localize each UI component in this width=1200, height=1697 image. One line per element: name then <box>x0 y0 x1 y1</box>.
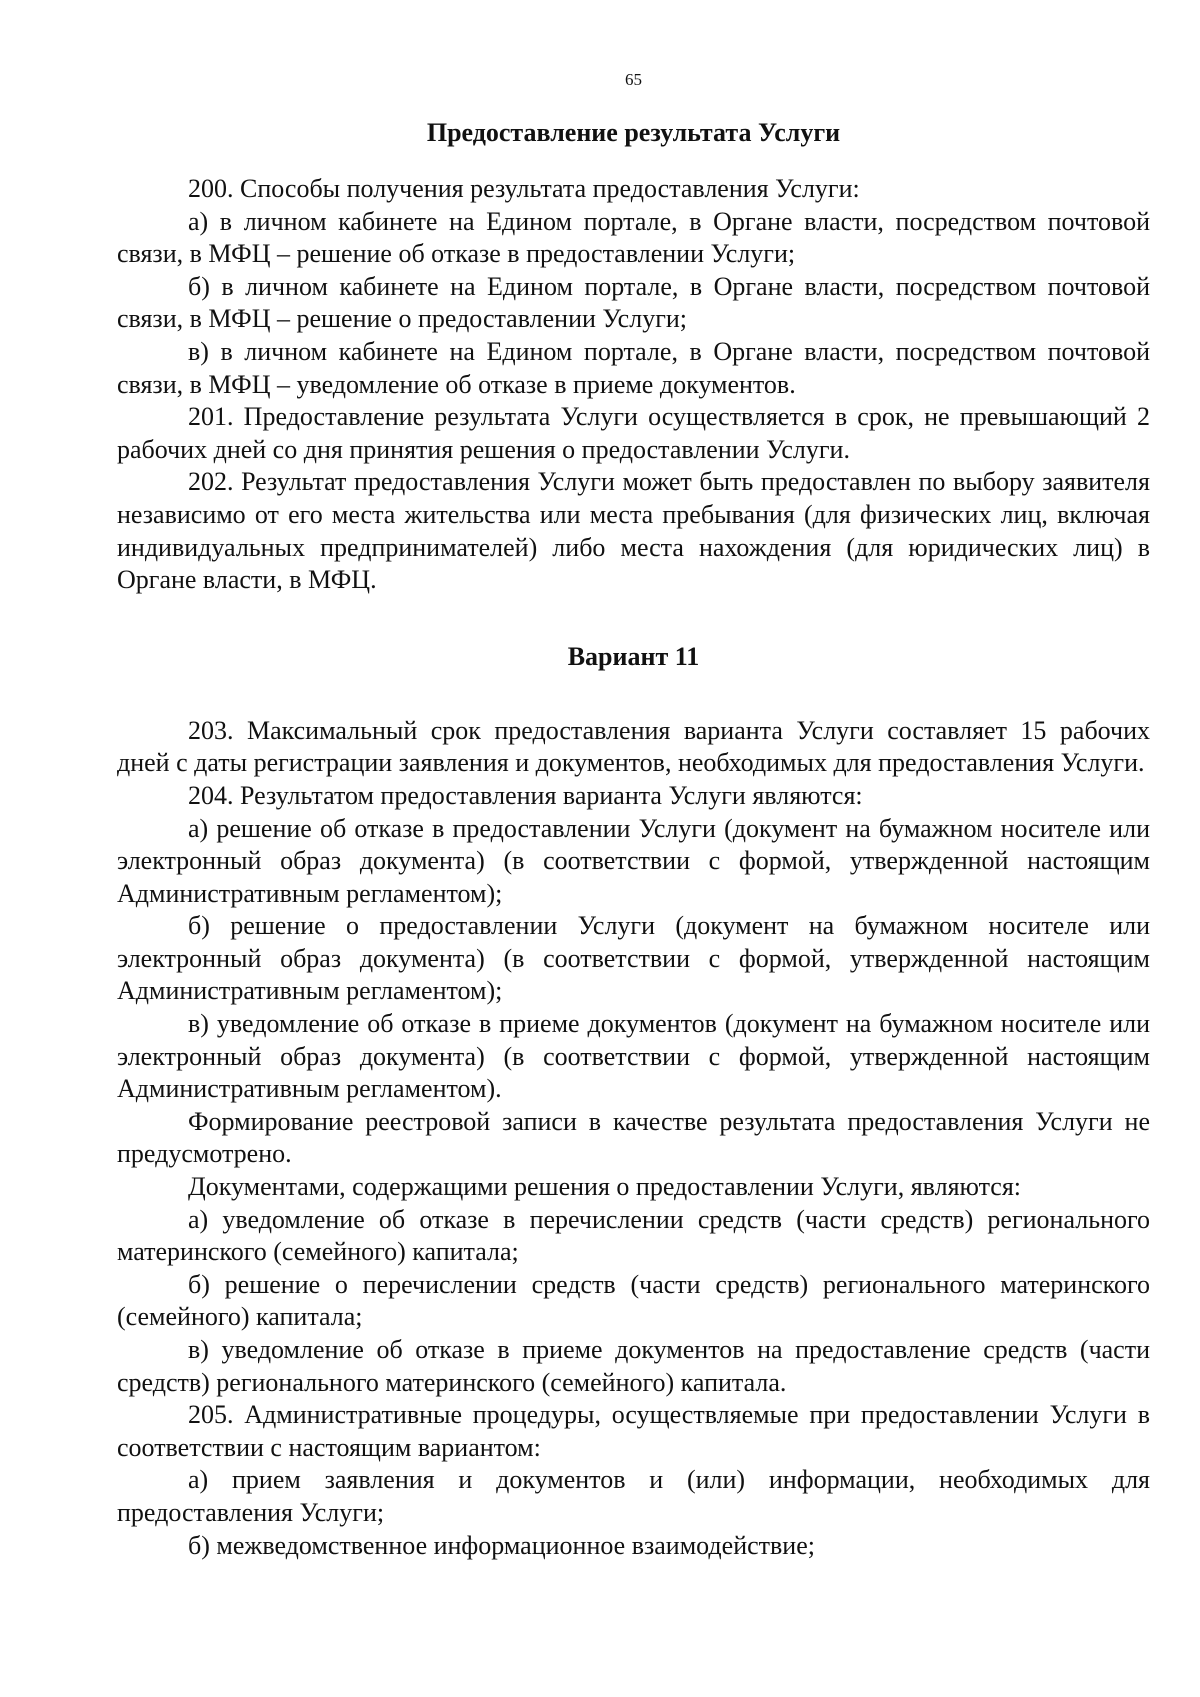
paragraph-204: 204. Результатом предоставления варианта Услуги являются: <box>188 780 863 810</box>
paragraph-203: 203. Максимальный срок предоставления варианта Услуги составляет 15 рабочих дней с даты регистрации заявления и документов, необходимых для предоставления Услуги. <box>117 715 1150 778</box>
page-number: 65 <box>625 70 642 89</box>
paragraph-decision-b: б) решение о перечислении средств (части средств) регионального материнского (семейного) капитала; <box>117 1269 1150 1332</box>
paragraph-205-a: а) прием заявления и документов и (или) информации, необходимых для предоставления Услуги; <box>117 1465 1150 1527</box>
paragraph-205: 205. Административные процедуры, осуществляемые при предоставлении Услуги в соответствии с настоящим вариантом: <box>117 1400 1150 1462</box>
paragraph-204-v: в) уведомление об отказе в приеме документов (документ на бумажном носителе или электронный образ документа) (в соответствии с формой, утвержденной настоящим Административным регламентом). <box>117 1009 1150 1104</box>
paragraph-registry-note: Формирование реестровой записи в качестве результата предоставления Услуги не предусмотрено. <box>117 1106 1150 1169</box>
paragraph-205-b: б) межведомственное информационное взаимодействие; <box>188 1530 815 1560</box>
paragraph-200-b: б) в личном кабинете на Едином портале, в Органе власти, посредством почтовой связи, в МФЦ – решение о предоставлении Услуги; <box>117 271 1150 334</box>
section-heading-result: Предоставление результата Услуги <box>426 118 841 147</box>
paragraph-decision-v: в) уведомление об отказе в приеме документов на предоставление средств (части средств) регионального материнского (семейного) капитала. <box>117 1335 1150 1397</box>
paragraph-200: 200. Способы получения результата предоставления Услуги: <box>188 174 860 203</box>
paragraph-decision-a: а) уведомление об отказе в перечислении средств (части средств) регионального материнского (семейного) капитала; <box>117 1204 1150 1267</box>
paragraph-200-a: а) в личном кабинете на Едином портале, в Органе власти, посредством почтовой связи, в МФЦ – решение об отказе в предоставлении Услуги; <box>117 206 1150 269</box>
paragraph-200-v: в) в личном кабинете на Едином портале, в Органе власти, посредством почтовой связи, в МФЦ – уведомление об отказе в приеме документов. <box>117 336 1150 399</box>
paragraph-204-a: а) решение об отказе в предоставлении Услуги (документ на бумажном носителе или электронный образ документа) (в соответствии с формой, утвержденной настоящим Административным регламентом); <box>117 813 1150 908</box>
paragraph-201: 201. Предоставление результата Услуги осуществляется в срок, не превышающий 2 рабочих дней со дня принятия решения о предоставлении Услуги. <box>117 402 1150 464</box>
section-heading-variant: Вариант 11 <box>567 641 700 671</box>
paragraph-204-b: б) решение о предоставлении Услуги (документ на бумажном носителе или электронный образ документа) (в соответствии с формой, утвержденной настоящим Административным регламентом); <box>117 911 1150 1006</box>
paragraph-decision-documents: Документами, содержащими решения о предоставлении Услуги, являются: <box>188 1172 1022 1202</box>
paragraph-202: 202. Результат предоставления Услуги может быть предоставлен по выбору заявителя независимо от его места жительства или места пребывания (для физических лиц, включая индивидуальных предпринимателей) либо места нахождения (для юридических лиц) в Органе власти, в МФЦ. <box>117 467 1150 595</box>
